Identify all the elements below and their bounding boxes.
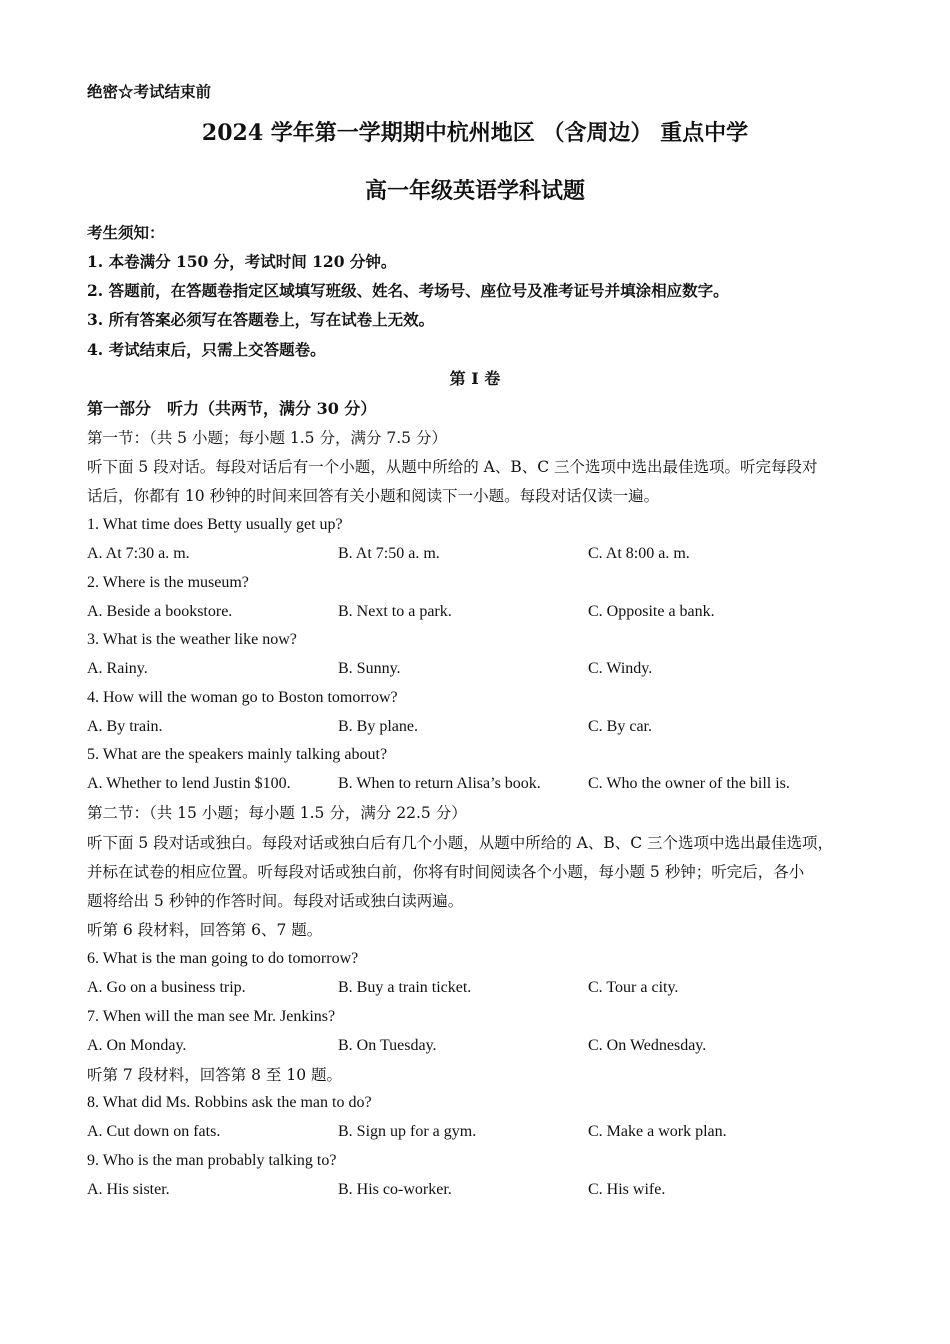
question-8: 8. What did Ms. Robbins ask the man to do? <box>87 1094 372 1111</box>
option-a: A. Cut down on fats. <box>87 1123 221 1140</box>
option-b: B. On Tuesday. <box>338 1037 437 1054</box>
option-b: B. At 7:50 a. m. <box>338 545 440 562</box>
confidential-label: 绝密☆考试结束前 <box>87 82 212 101</box>
option-c: C. On Wednesday. <box>588 1037 707 1054</box>
volume-heading: 第 I 卷 <box>449 369 501 388</box>
section1-instruction: 听下面 5 段对话。每段对话后有一个小题，从题中所给的 A、B、C 三个选项中选出最佳选项。听完每段对 <box>87 458 818 476</box>
option-a: A. By train. <box>87 718 163 735</box>
question-5: 5. What are the speakers mainly talking about? <box>87 746 388 763</box>
question-1: 1. What time does Betty usually get up? <box>87 516 343 533</box>
notice-item: 2. 答题前，在答题卷指定区域填写班级、姓名、考场号、座位号及准考证号并填涂相应数字。 <box>87 281 729 300</box>
notice-item: 3. 所有答案必须写在答题卷上，写在试卷上无效。 <box>87 310 435 329</box>
option-c: C. At 8:00 a. m. <box>588 545 690 562</box>
option-c: C. Make a work plan. <box>588 1123 727 1140</box>
option-c: C. His wife. <box>588 1181 666 1198</box>
option-a: A. On Monday. <box>87 1037 187 1054</box>
section2-instruction: 听下面 5 段对话或独白。每段对话或独白后有几个小题，从题中所给的 A、B、C 三个选项中选出最佳选项， <box>87 834 834 852</box>
material-7-note: 听第 7 段材料，回答第 8 至 10 题。 <box>87 1066 343 1084</box>
notice-item: 1. 本卷满分 150 分，考试时间 120 分钟。 <box>87 252 397 271</box>
exam-title-line2: 高一年级英语学科试题 <box>364 178 585 204</box>
option-c: C. Who the owner of the bill is. <box>588 775 790 792</box>
exam-title-line1: 2024 学年第一学期期中杭州地区 （含周边） 重点中学 <box>201 120 749 146</box>
option-b: B. Next to a park. <box>338 603 452 620</box>
question-7: 7. When will the man see Mr. Jenkins? <box>87 1008 336 1025</box>
question-4: 4. How will the woman go to Boston tomorrow? <box>87 689 398 706</box>
option-b: B. His co-worker. <box>338 1181 452 1198</box>
section2-instruction: 并标在试卷的相应位置。听每段对话或独白前，你将有时间阅读各个小题，每小题 5 秒钟；听完后，各小 <box>87 863 805 881</box>
option-b: B. By plane. <box>338 718 418 735</box>
notice-item: 4. 考试结束后，只需上交答题卷。 <box>87 340 326 359</box>
option-b: B. Sign up for a gym. <box>338 1123 477 1140</box>
option-a: A. Whether to lend Justin $100. <box>87 775 291 792</box>
section1-instruction: 话后，你都有 10 秒钟的时间来回答有关小题和阅读下一小题。每段对话仅读一遍。 <box>87 487 660 505</box>
section2-heading: 第二节：（共 15 小题；每小题 1.5 分，满分 22.5 分） <box>87 804 467 822</box>
notice-heading: 考生须知： <box>87 223 165 242</box>
option-a: A. Rainy. <box>87 660 148 677</box>
option-a: A. At 7:30 a. m. <box>87 545 190 562</box>
section1-heading: 第一节：（共 5 小题；每小题 1.5 分，满分 7.5 分） <box>87 429 447 447</box>
option-b: B. Buy a train ticket. <box>338 979 472 996</box>
section2-instruction: 题将给出 5 秒钟的作答时间。每段对话或独白读两遍。 <box>87 892 464 910</box>
question-9: 9. Who is the man probably talking to? <box>87 1152 337 1169</box>
option-a: A. His sister. <box>87 1181 170 1198</box>
option-a: A. Beside a bookstore. <box>87 603 233 620</box>
option-c: C. Tour a city. <box>588 979 679 996</box>
option-c: C. Opposite a bank. <box>588 603 715 620</box>
option-c: C. By car. <box>588 718 652 735</box>
option-a: A. Go on a business trip. <box>87 979 246 996</box>
option-c: C. Windy. <box>588 660 653 677</box>
material-6-note: 听第 6 段材料，回答第 6、7 题。 <box>87 921 323 939</box>
question-3: 3. What is the weather like now? <box>87 631 297 648</box>
question-2: 2. Where is the museum? <box>87 574 249 591</box>
part1-heading: 第一部分 听力（共两节，满分 30 分） <box>87 399 377 418</box>
question-6: 6. What is the man going to do tomorrow? <box>87 950 359 967</box>
option-b: B. Sunny. <box>338 660 401 677</box>
option-b: B. When to return Alisa’s book. <box>338 775 541 792</box>
